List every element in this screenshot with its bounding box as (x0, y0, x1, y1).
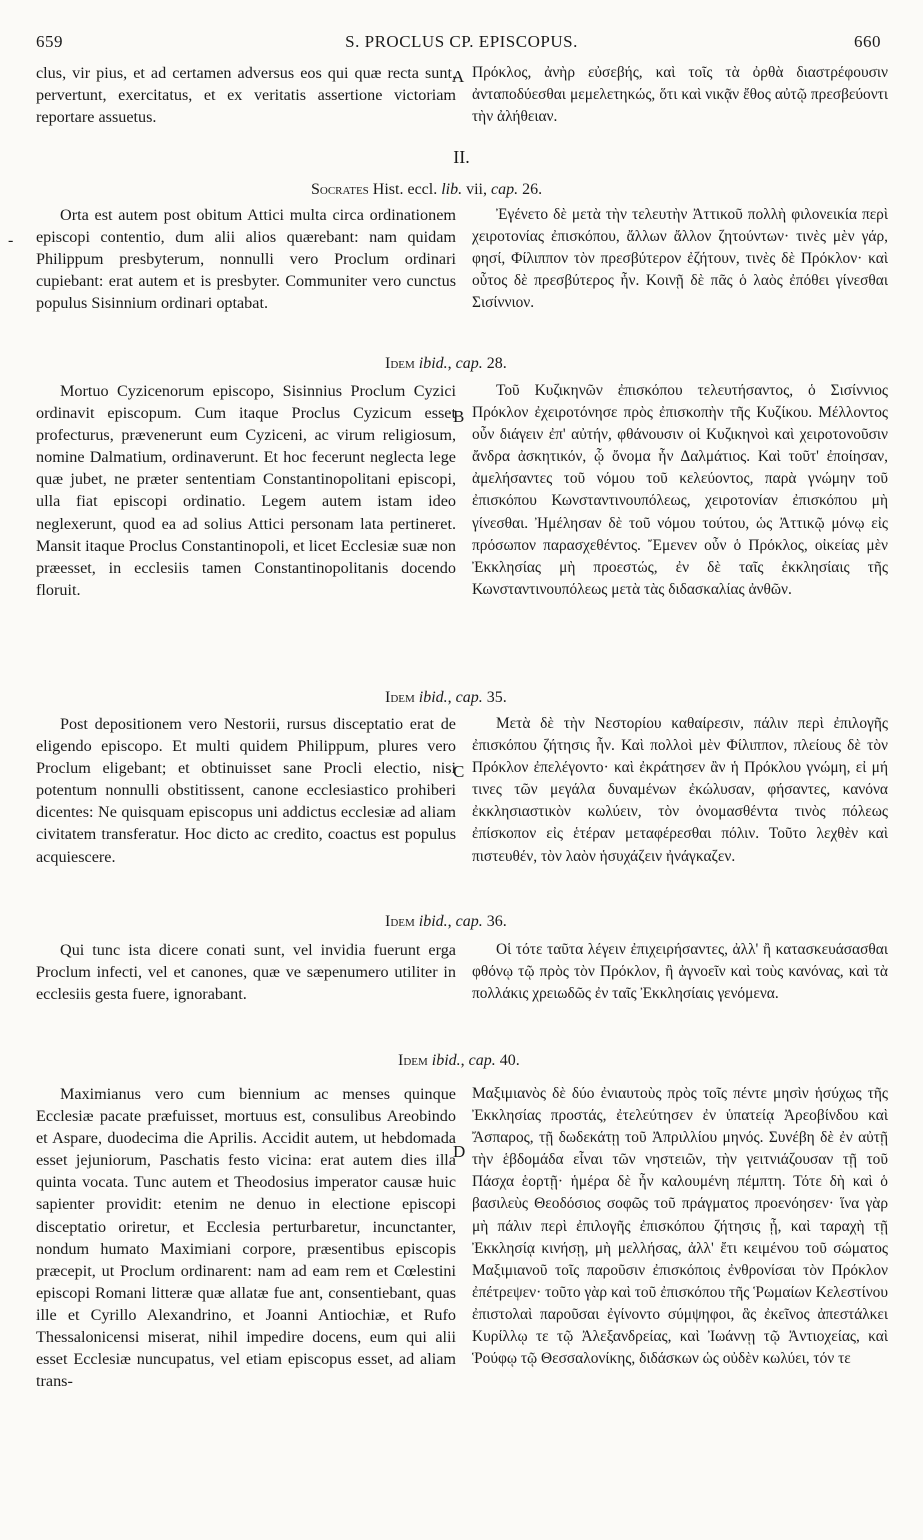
source-cap-label: cap. (468, 1052, 496, 1069)
page-number-left: 659 (36, 32, 63, 51)
source-author: Idem (398, 1052, 428, 1069)
greek-paragraph: Οἱ τότε ταῦτα λέγειν ἐπιχειρήσαντες, ἀλλ' ἢ κατασκευάσασθαι φθόνῳ τῷ πρὸς τὸν Πρόκλον, ἢ ἀγνοεῖν καὶ τοὺς κανόνας, καὶ τὰ πολλάκις χρειωδῶς ἐν ταῖς Ἐκκλησίαις γενόμενα. (472, 941, 888, 1003)
margin-dash: - (8, 232, 14, 249)
margin-letter-c: C (453, 762, 465, 781)
margin-letter-a: A (452, 67, 465, 86)
page-title: S. PROCLUS CP. EPISCOPUS. (345, 32, 578, 51)
latin-text-continuation (36, 62, 456, 128)
source-work: Hist. eccl. (368, 181, 442, 198)
source-cap-label: cap. (491, 181, 519, 198)
greek-text-section (472, 204, 888, 314)
source-citation: Idem ibid., cap. 35. (385, 689, 507, 706)
source-author: Socrates (311, 181, 369, 198)
source-book: vii, (462, 181, 491, 198)
latin-text-section (36, 1083, 456, 1392)
latin-text-section (36, 713, 456, 868)
running-header (0, 32, 923, 58)
latin-text-section (36, 939, 456, 1005)
source-cap-label: cap. (455, 913, 483, 930)
greek-paragraph: Μαξιμιανὸς δὲ δύο ἐνιαυτοὺς πρὸς τοῖς πέντε μησὶν ἡσύχως τῆς Ἐκκλησίας προστάς, ἐτελεύτησεν ἐν ὑπατείᾳ Ἀρεοβίνδου καὶ Ἄσπαρος, τῇ δωδεκάτῃ τοῦ Ἀπριλλίου μηνός. Συνέβη δὲ ἐν αὐτῇ τὴν ἑβδομάδα εἶναι τῶν νηστειῶν, τὴν γειτνιάζουσαν τῇ τοῦ Πάσχα ἑορτῇ· ἡμέρα δὲ ἦν καλουμένη πέμπτη. Τότε δὴ καὶ ὁ βασιλεὺς Θεοδόσιος σοφῶς τοῦ πράγματος προενόησεν· ἵνα γὰρ μὴ πάλιν περὶ ἐπιλογῆς ἐπισκόπου ζήτησις ᾖ, καὶ ταραχὴ τῇ Ἐκκλησίᾳ κινήσῃ, μὴ μελλήσας, ἀλλ' ἔτι κειμένου τοῦ σώματος Μαξιμιανοῦ τοῖς παροῦσιν ἐπισκόποις ἐνθρονίσαι τὸν Πρόκλον ἐπέτρεψεν· τοῦτο γὰρ καὶ τοῦ ἐπισκόπου τῆς Ῥωμαίων Κελεστίνου ἐπιστολαὶ παροῦσαι ἐγίνοντο σύμψηφοι, ἃς ἐκεῖνος ἀπεστάλκει Κυρίλλῳ τε τῷ Ἀλεξανδρείας, καὶ Ἰωάννῃ τῷ Ἀντιοχείας, καὶ Ῥούφῳ τῷ Θεσσαλονίκης, διδάσκων ὡς οὐδὲν κωλύει, τόν τε (472, 1085, 888, 1368)
source-cap-number: 35. (482, 689, 507, 706)
greek-text-continuation (472, 62, 888, 128)
latin-paragraph: Maximianus vero cum biennium ac menses quinque Ecclesiæ pacate præfuisset, mortuus est, consulibus Areobindo et Aspare, duodecima die Aprilis. Accidit autem, ut hebdomada esset jejuniorum, Paschatis festo vicina: erat autem dies illa quinta vocata. Tunc autem et Theodosius imperator causæ huic sapienter providit: etenim ne denuo in electione episcopi disceptatio oriretur, et Ecclesia perturbaretur, incunctanter, nondum humato Maximiani corpore, præsentibus episcopis præcepit, ut Proclum ordinarent: nam ad eam rem et Cœlestini episcopi Romani litteræ quæ allatæ fue ant, consentiebant, quas ille et Cyrillo Alexandrino, et Joanni Antiochiæ, et Rufo Thessalonicensi miserat, nihil impedire docens, eum qui alii esset Ecclesiæ nuncupatus, vel etiam episcopus esset, ad aliam trans- (36, 1085, 456, 1391)
latin-paragraph: Mortuo Cyzicenorum episcopo, Sisinnius Proclum Cyzici ordinavit episcopum. Cum itaque Proclus Cyzicum esset profecturus, prævenerunt eum Cyziceni, ac virum religiosum, nomine Dalmatium, ordinaverunt. Et hoc fecerunt neglecta lege quæ jubet, ne præter sententiam Constantinopolitani episcopi, ulla fiat episcopi ordinatio. Legem autem istam ideo neglexerunt, quod ea ad solius Attici personam lata pertineret. Mansit itaque Proclus Constantinopoli, et licet Ecclesiæ suæ non præesset, in ecclesiis tamen Constantinopolitanis docendo floruit. (36, 382, 456, 599)
source-citation (311, 180, 542, 200)
source-ibid: ibid. (418, 355, 448, 372)
source-citation: Idem ibid., cap. 40. (398, 1052, 520, 1069)
greek-paragraph: Πρόκλος, ἀνὴρ εὐσεβής, καὶ τοῖς τὰ ὀρθὰ διαστρέφουσιν ἀνταποδύεσθαι μεμελετηκώς, ὅτι καὶ νικᾷν ἔθος αὐτῷ πρεσβεύοντι τὴν ἀλήθειαν. (472, 64, 888, 126)
latin-paragraph: clus, vir pius, et ad certamen adversus eos qui quæ recta sunt, pervertunt, exercitatus, et ex veritatis assertione victoriam reportare assuetus. (36, 64, 456, 127)
source-cap-number: 40. (495, 1052, 520, 1069)
source-cap-label: cap. (455, 689, 483, 706)
margin-letter-d: D (453, 1142, 466, 1161)
greek-paragraph: Μετὰ δὲ τὴν Νεστορίου καθαίρεσιν, πάλιν περὶ ἐπιλογῆς ἐπισκόπου ζήτησις ἦν. Καὶ πολλοὶ μὲν Φίλιππον, πλείους δὲ τὸν Πρόκλον ἐπελέγοντο· καὶ ἐκράτησεν ἂν ἡ Πρόκλου γνώμη, εἰ μή τινες τῶν μεγάλα δυναμένων ἐκώλυσαν, φήσαντες, κανόνα ἐκκλησιαστικὸν κωλύειν, τὸν ὀνομασθέντα τινὸς πόλεως ἐπίσκοπον εἰς ἑτέραν μεταφέρεσθαι πόλιν. Τοῦτο λεχθὲν καὶ πιστευθέν, τὸν λαὸν ἡσυχάζειν ἠνάγκαζεν. (472, 715, 888, 865)
greek-paragraph: Ἐγένετο δὲ μετὰ τὴν τελευτὴν Ἀττικοῦ πολλὴ φιλονεικία περὶ χειροτονίας ἐπισκόπου, ἄλλων ἄλλον ζητούντων· τινὲς μὲν γάρ, φησί, Φίλιππον τὸν πρεσβύτερον ἐζήτουν, τινὲς δὲ Πρόκλον· καὶ οὗτος δὲ πρεσβύτερος ἦν. Κοινῇ δὲ πᾶς ὁ λαὸς ἐπόθει γίνεσθαι Σισίννιον. (472, 206, 888, 312)
source-lib: lib. (441, 181, 463, 198)
page-number-right: 660 (854, 32, 881, 51)
section-heading: II. (453, 147, 470, 167)
latin-paragraph: Post depositionem vero Nestorii, rursus disceptatio erat de eligendo episcopo. Et multi quidem Philippum, plures vero Proclum eligebant; et obtinuisset sane Procli electio, nisi potentum nonnulli obstitissent, canone ecclesiastico prohiberi dicentes: Ne quisquam episcopus uni addictus ecclesiæ ad aliam civitatem transferatur. Hoc dicto ac credito, coactus est populus acquiescere. (36, 715, 456, 866)
greek-text-section (472, 939, 888, 1005)
greek-text-section (472, 1083, 888, 1370)
source-cap-number: 36. (482, 913, 507, 930)
latin-paragraph: Qui tunc ista dicere conati sunt, vel invidia fuerunt erga Proclum infecti, vel et canones, quæ ve sæpenumero utiliter in ecclesiis gesta fuere, ignorabant. (36, 941, 456, 1004)
source-cap-label: cap. (455, 355, 483, 372)
source-author: Idem (385, 913, 415, 930)
latin-text-section (36, 380, 456, 601)
greek-text-section (472, 713, 888, 868)
source-cap-number: 28. (482, 355, 507, 372)
source-ibid: ibid. (431, 1052, 461, 1069)
latin-text-section (36, 204, 456, 314)
source-citation: Idem ibid., cap. 28. (385, 355, 507, 372)
source-ibid: ibid. (418, 913, 448, 930)
greek-text-section (472, 380, 888, 601)
margin-letter-b: B (453, 407, 465, 426)
source-author: Idem (385, 355, 415, 372)
greek-paragraph: Τοῦ Κυζικηνῶν ἐπισκόπου τελευτήσαντος, ὁ Σισίννιος Πρόκλον ἐχειροτόνησε πρὸς ἐπισκοπὴν τῆς Κυζίκου. Μέλλοντος οὖν διάγειν ἐπ' αὐτήν, φθάνουσιν οἱ Κυζικηνοὶ καὶ χειροτονοῦσιν ἄνδρα ἀσκητικόν, ᾧ ὄνομα ἦν Δαλμάτιος. Καὶ τοῦτ' ἐποίησαν, ἀμελήσαντες τοῦ νόμου τοῦ κελεύοντος, παρὰ γνώμην τοῦ ἐπισκόπου Κωνσταντινουπόλεως, χειροτονίαν ἐπισκόπου μὴ γίνεσθαι. Ἠμέλησαν δὲ τοῦ νόμου τούτου, ὡς Ἀττικῷ μόνῳ εἰς πρόσωπον παρασχεθέντος. Ἔμενεν οὖν ὁ Πρόκλος, οἰκείας μὲν Ἐκκλησίας μὴ προεστώς, ἐν δὲ ταῖς ἐκκλησίαις τῆς Κωνσταντινουπόλεως μετὰ τὰς διδασκαλίας ἀνθῶν. (472, 382, 888, 598)
source-citation: Idem ibid., cap. 36. (385, 913, 507, 930)
source-cap-number: 26. (518, 181, 543, 198)
source-author: Idem (385, 689, 415, 706)
source-ibid: ibid. (418, 689, 448, 706)
latin-paragraph: Orta est autem post obitum Attici multa circa ordinationem episcopi contentio, dum alii alios quærebant: nam quidam Philippum presbyterum, nonnulli vero Proclum ordinari cupiebant: erat autem et is presbyter. Communiter vero cunctus populus Sisinnium ordinari optabat. (36, 206, 456, 313)
